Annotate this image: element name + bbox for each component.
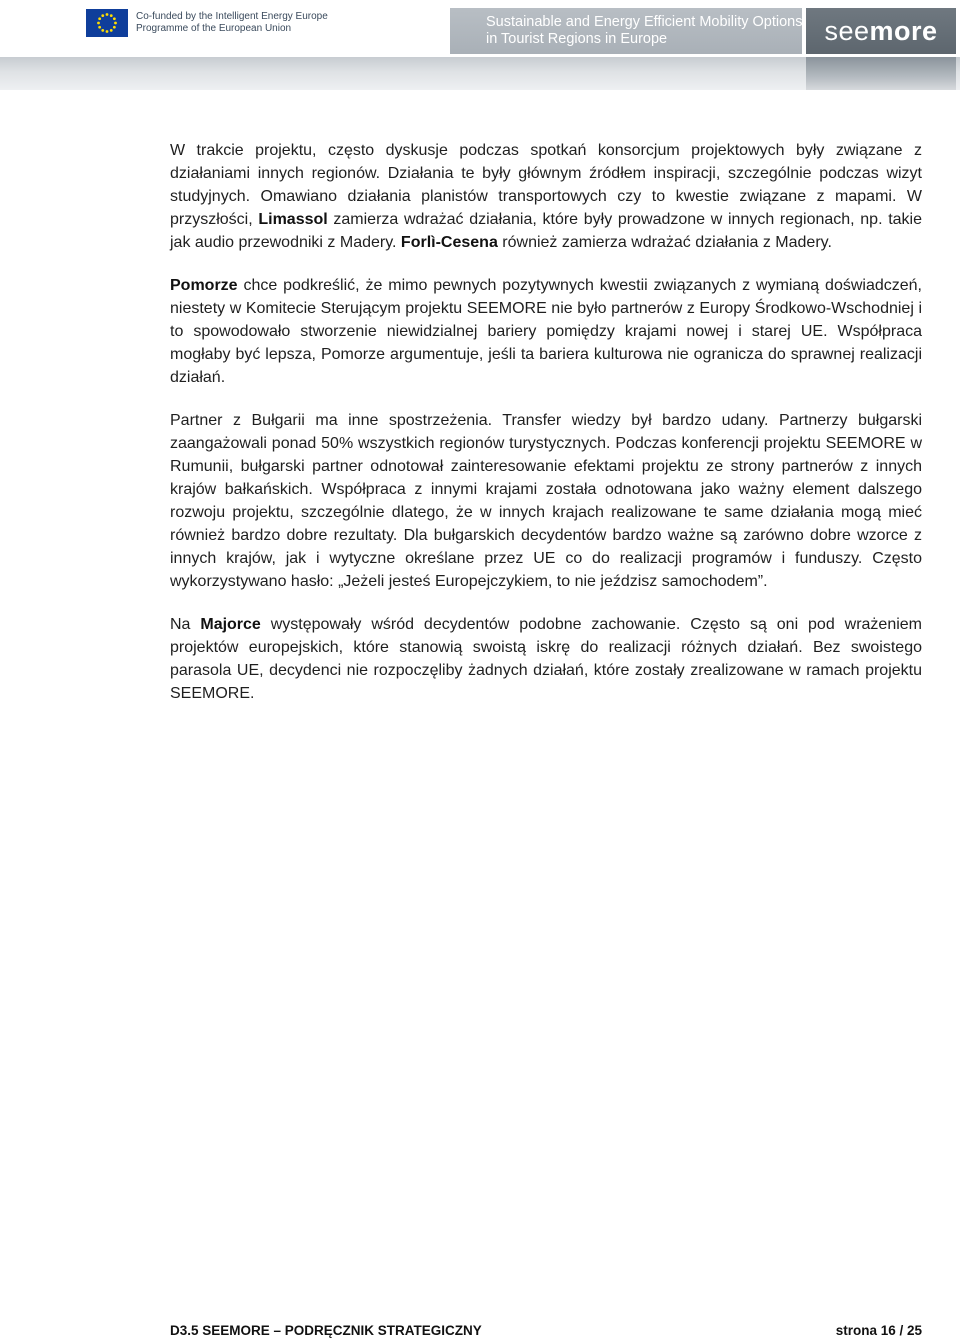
document-body <box>170 139 922 725</box>
bold-term: Forlì-Cesena <box>400 234 498 251</box>
paragraph <box>170 409 922 593</box>
text-run: występowały wśród decydentów podobne zachowanie. Często są oni pod wrażeniem projektów europejskich, które stanowią swoistą iskrę do realizacji różnych działań. Bez swoistego parasola UE, decydenci nie rozpoczęliby żadnych działań, które zostały zrealizowane w ramach projektu SEEMORE. <box>170 616 922 702</box>
eu-funding-text <box>136 11 328 35</box>
page-footer <box>170 1320 922 1341</box>
logo-part-2: more <box>869 16 938 46</box>
eu-funding-notice <box>86 8 328 38</box>
banner-line-1: Sustainable and Energy Efficient Mobility Options <box>486 14 803 30</box>
eu-line-1: Co-funded by the Intelligent Energy Europe <box>136 11 328 22</box>
page-header <box>0 0 960 90</box>
seemore-logo <box>806 8 956 54</box>
eu-line-2: Programme of the European Union <box>136 23 292 34</box>
text-run: zamierza wdrażać działania, które były prowadzone w innych regionach, np. takie jak audio przewodniki z Madery. <box>170 211 922 251</box>
text-run: chce podkreślić, że mimo pewnych pozytywnych kwestii związanych z wymianą doświadczeń, niestety w Komitecie Sterującym projektu SEEMORE nie było partnerów z Europy Środkowo-Wschodniej i to spowodowało stworzenie niewidzialnej bariery pomiędzy krajami nowej i starej UE. Współpraca mogłaby być lepsza, Pomorze argumentuje, jeśli ta bariera kulturowa nie ogranicza do sprawnej realizacji działań. <box>170 277 922 386</box>
project-banner <box>450 8 802 54</box>
bold-term: Majorce <box>200 616 261 633</box>
text-run: również zamierza wdrażać działania z Madery. <box>497 234 832 251</box>
eu-flag-icon <box>86 9 128 37</box>
header-gradient-bar-logo <box>806 57 956 90</box>
text-run: W trakcie projektu, często dyskusje podczas spotkań konsorcjum projektowych były związane z działaniami innych regionów. Działania te były głównym źródłem inspiracji, szczególnie podczas wizyt studyjnych. Omawiano działania planistów transportowych czy to kwestie związane z mapami. W przyszłości, <box>170 142 922 228</box>
document-title: D3.5 SEEMORE – PODRĘCZNIK STRATEGICZNY <box>170 1323 482 1338</box>
logo-part-1: see <box>824 16 870 46</box>
paragraph <box>170 139 922 254</box>
paragraph <box>170 274 922 389</box>
bold-term: Pomorze <box>170 277 238 294</box>
text-run: Na <box>170 616 201 633</box>
paragraph <box>170 613 922 705</box>
banner-line-2: in Tourist Regions in Europe <box>486 31 668 47</box>
bold-term: Limassol <box>258 211 328 228</box>
text-run: Partner z Bułgarii ma inne spostrzeżenia. Transfer wiedzy był bardzo udany. Partnerzy bułgarski zaangażowali ponad 50% wszystkich regionów turystycznych. Podczas konferencji projektu SEEMORE w Rumunii, bułgarski partner odnotował zainteresowanie efektami projektu ze strony partnerów z innych krajów bałkańskich. Współpraca z innymi krajami została odnotowana jako ważny element dalszego rozwoju projektu, szczególnie dlatego, że w innych krajach realizowane te same działania mogą mieć również bardzo dobre rezultaty. Dla bułgarskich decydentów bardzo ważne są zarówno dobre wzorce z innych krajów, jak i wytyczne określane przez UE co do realizacji programów i funduszy. Często wykorzystywano hasło: „Jeżeli jesteś Europejczykiem, to nie jeździsz samochodem”. <box>170 412 922 590</box>
page-number: strona 16 / 25 <box>835 1323 922 1338</box>
